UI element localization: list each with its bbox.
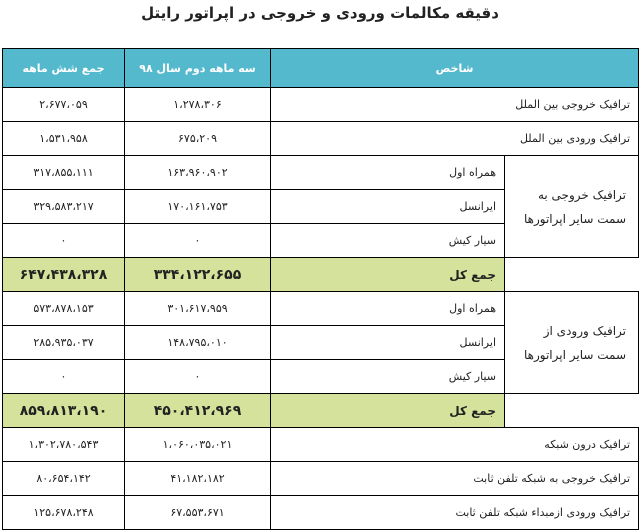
total-row [3, 258, 639, 292]
cell-label: جمع کل [271, 258, 505, 292]
cell-q3: ۱۷۰،۱۶۱،۷۵۳ [125, 190, 271, 224]
cell-label: ترافیک خروجی بین الملل [271, 88, 639, 122]
cell-label: ترافیک درون شبکه [271, 428, 639, 462]
cell-q3: ۶۷،۵۵۳،۶۷۱ [125, 496, 271, 530]
cell-q3: ۱۶۳،۹۶۰،۹۰۲ [125, 156, 271, 190]
table-row [3, 462, 639, 496]
table-row [3, 88, 639, 122]
group-incoming-operators: ترافیک ورودی از سمت سایر اپراتورها [505, 292, 639, 394]
table-row [3, 496, 639, 530]
cell-sum6: ۳۲۹،۵۸۳،۲۱۷ [3, 190, 125, 224]
cell-q3: ۰ [125, 360, 271, 394]
cell-q3: ۱،۲۷۸،۳۰۶ [125, 88, 271, 122]
cell-label: همراه اول [271, 292, 505, 326]
header-sum6: جمع شش ماهه [3, 49, 125, 88]
cell-sum6: ۸۰،۶۵۴،۱۴۲ [3, 462, 125, 496]
table-row [3, 122, 639, 156]
cell-q3: ۴۵۰،۴۱۲،۹۶۹ [125, 394, 271, 428]
cell-label: سیار کیش [271, 360, 505, 394]
cell-sum6: ۵۷۳،۸۷۸،۱۵۳ [3, 292, 125, 326]
cell-sum6: ۱۲۵،۶۷۸،۲۴۸ [3, 496, 125, 530]
cell-label: ترافیک ورودی ازمبداء شبکه تلفن ثابت [271, 496, 639, 530]
cell-sum6: ۰ [3, 360, 125, 394]
cell-sum6: ۶۴۷،۴۳۸،۳۲۸ [3, 258, 125, 292]
cell-sum6: ۱،۳۰۲،۷۸۰،۵۴۳ [3, 428, 125, 462]
cell-sum6: ۲،۶۷۷،۰۵۹ [3, 88, 125, 122]
cell-label: همراه اول [271, 156, 505, 190]
cell-q3: ۳۰۱،۶۱۷،۹۵۹ [125, 292, 271, 326]
cell-label: ترافیک ورودی بین الملل [271, 122, 639, 156]
table-row [3, 292, 639, 326]
total-row [3, 394, 639, 428]
page-title: دقیقه مکالمات ورودی و خروجی در اپراتور رایتل [141, 4, 499, 22]
cell-sum6: ۰ [3, 224, 125, 258]
cell-sum6: ۸۵۹،۸۱۳،۱۹۰ [3, 394, 125, 428]
header-indicator: شاخص [271, 49, 639, 88]
cell-label: ایرانسل [271, 190, 505, 224]
cell-sum6: ۱،۵۳۱،۹۵۸ [3, 122, 125, 156]
cell-q3: ۱،۰۶۰،۰۳۵،۰۲۱ [125, 428, 271, 462]
cell-sum6: ۲۸۵،۹۳۵،۰۳۷ [3, 326, 125, 360]
cell-label: جمع کل [271, 394, 505, 428]
cell-label: سیار کیش [271, 224, 505, 258]
cell-label: ایرانسل [271, 326, 505, 360]
header-row [3, 49, 639, 88]
group-outgoing-operators: ترافیک خروجی به سمت سایر اپراتورها [505, 156, 639, 258]
cell-q3: ۳۳۴،۱۲۲،۶۵۵ [125, 258, 271, 292]
cell-q3: ۰ [125, 224, 271, 258]
table-row [3, 428, 639, 462]
header-q3: سه ماهه دوم سال ۹۸ [125, 49, 271, 88]
cell-sum6: ۳۱۷،۸۵۵،۱۱۱ [3, 156, 125, 190]
data-table [2, 48, 639, 530]
cell-q3: ۶۷۵،۲۰۹ [125, 122, 271, 156]
cell-label: ترافیک خروجی به شبکه تلفن ثابت [271, 462, 639, 496]
cell-q3: ۴۱،۱۸۲،۱۸۲ [125, 462, 271, 496]
cell-q3: ۱۴۸،۷۹۵،۰۱۰ [125, 326, 271, 360]
table-row [3, 156, 639, 190]
